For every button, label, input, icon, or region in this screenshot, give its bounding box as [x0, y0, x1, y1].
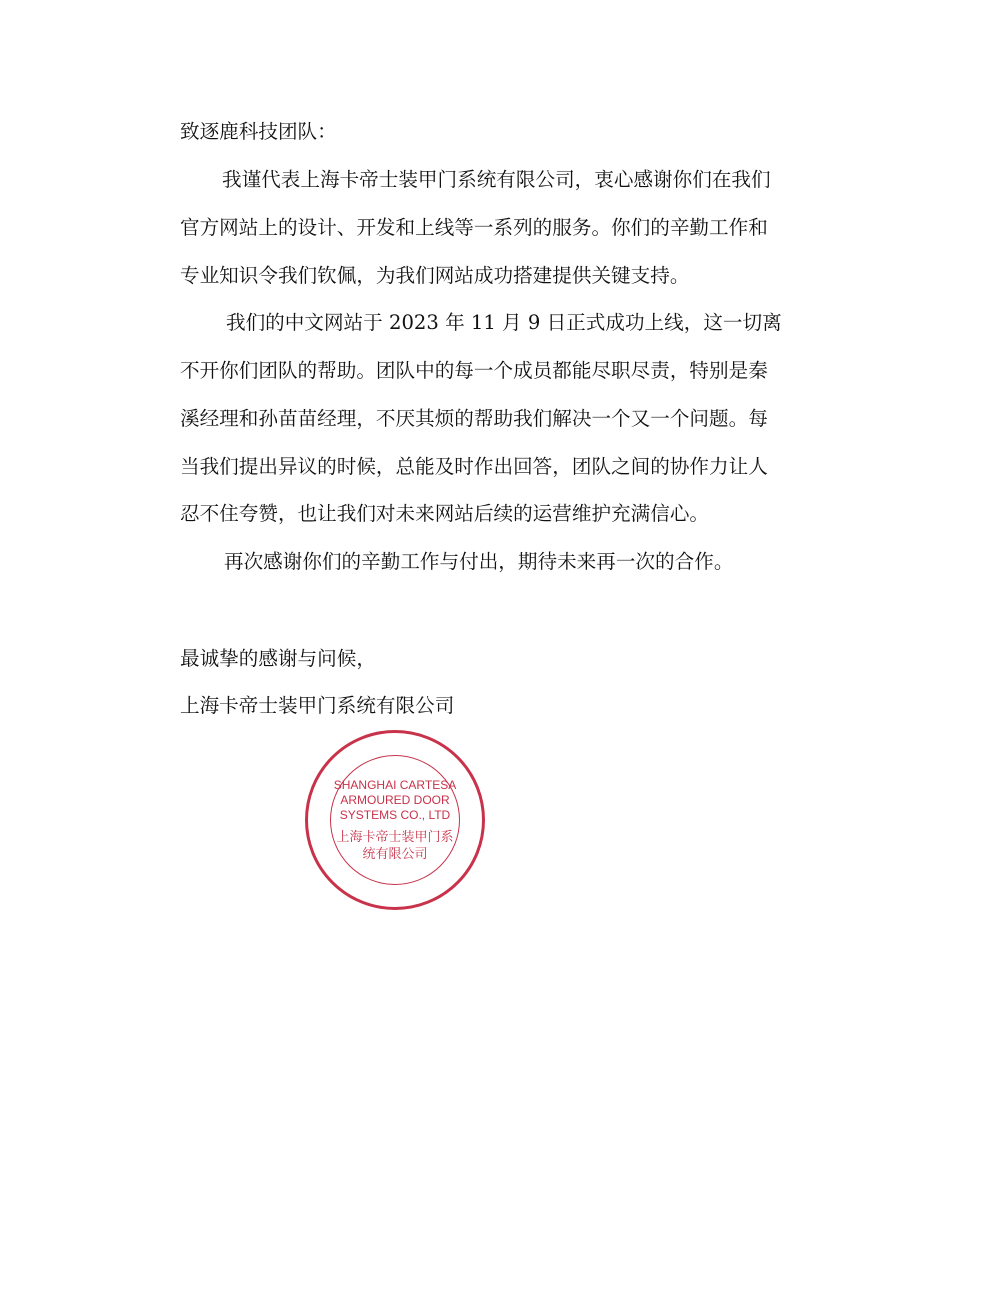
- closing: 最诚挚的感谢与问候，: [180, 647, 376, 670]
- signature: 上海卡帝士装甲门系统有限公司: [180, 694, 455, 717]
- paragraph-2-line-4: 当我们提出异议的时候，总能及时作出回答，团队之间的协作力让人: [180, 455, 768, 478]
- seal-outer-text: SHANGHAI CARTESA ARMOURED DOOR SYSTEMS CO., LTD: [333, 777, 457, 822]
- paragraph-1-line-2: 官方网站上的设计、开发和上线等一系列的服务。你们的辛勤工作和: [180, 216, 768, 239]
- paragraph-1-line-1: 我谨代表上海卡帝士装甲门系统有限公司，衷心感谢你们在我们: [222, 168, 771, 191]
- salutation: 致逐鹿科技团队：: [180, 120, 337, 143]
- paragraph-2-line-3: 溪经理和孙苗苗经理，不厌其烦的帮助我们解决一个又一个问题。每: [180, 407, 768, 430]
- paragraph-3-line-1: 再次感谢你们的辛勤工作与付出，期待未来再一次的合作。: [224, 550, 734, 573]
- seal-text-block: [331, 778, 459, 863]
- paragraph-1-line-3: 专业知识令我们钦佩，为我们网站成功搭建提供关键支持。: [180, 264, 690, 287]
- paragraph-2-line-2: 不开你们团队的帮助。团队中的每一个成员都能尽职尽责，特别是秦: [180, 359, 768, 382]
- company-seal-stamp: [305, 730, 485, 910]
- seal-inner-text: 上海卡帝士装甲门系统有限公司: [336, 829, 454, 862]
- paragraph-2-line-5: 忍不住夸赞，也让我们对未来网站后续的运营维护充满信心。: [180, 502, 710, 525]
- paragraph-2-line-1: 我们的中文网站于 2023 年 11 月 9 日正式成功上线，这一切离: [226, 311, 782, 334]
